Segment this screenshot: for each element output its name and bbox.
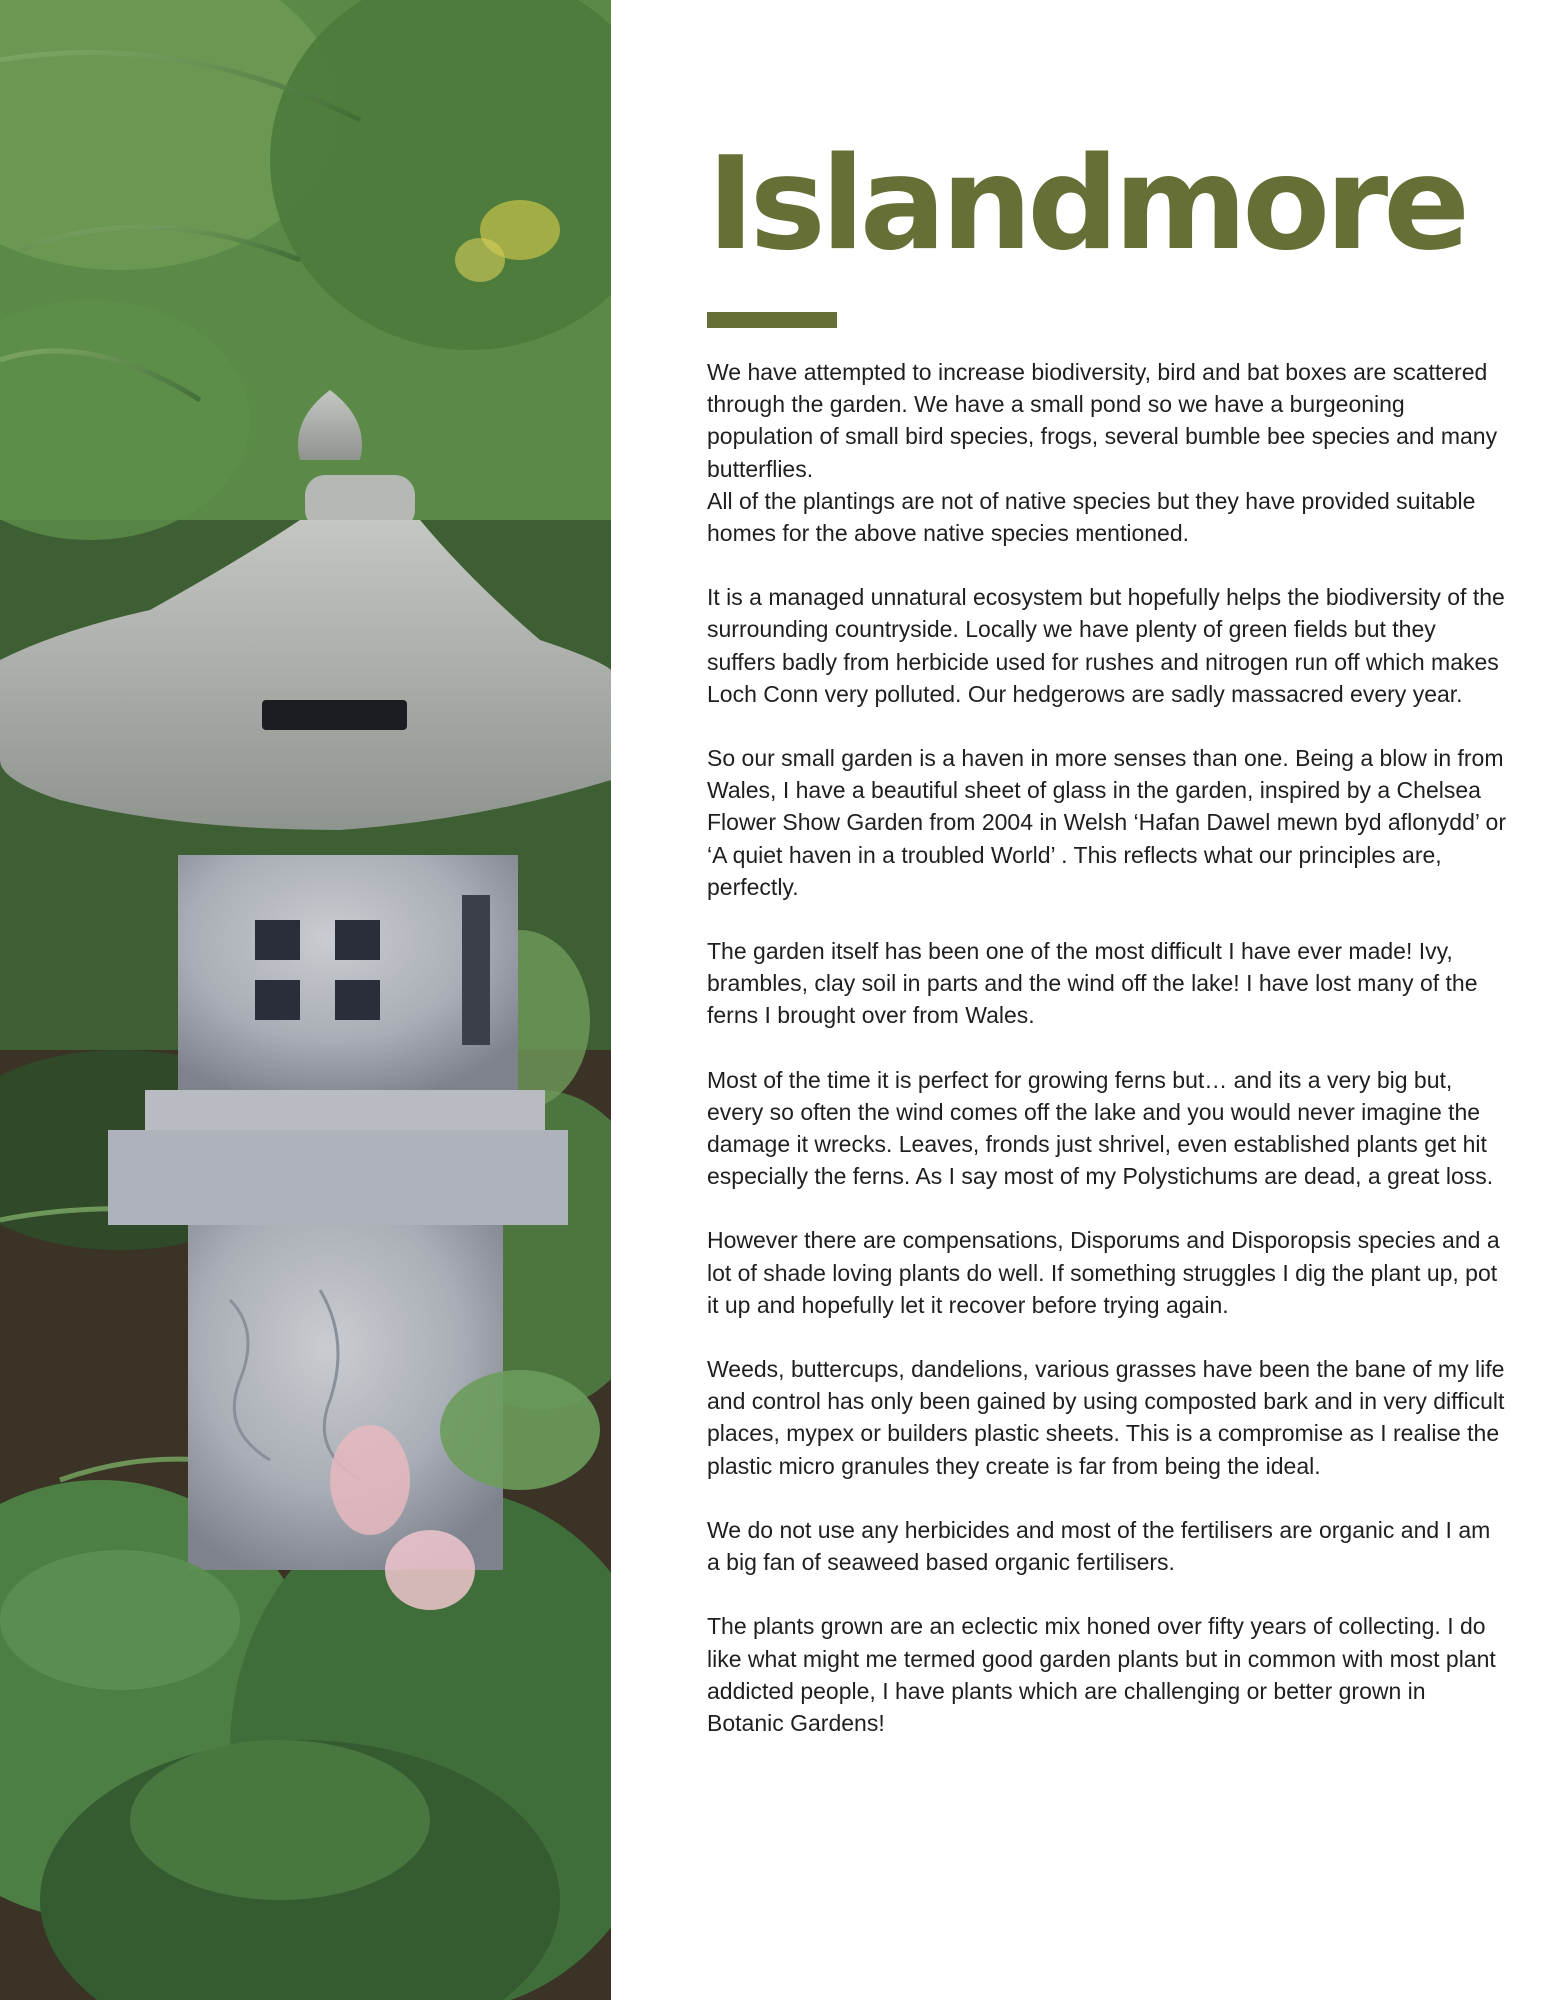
paragraph-7	[707, 1353, 1507, 1482]
paragraph-text: Most of the time it is perfect for growing ferns but… and its a very big but, every so often the wind comes off the lake and you would never imagine the damage it wrecks. Leaves, fronds just shrivel, even established plants get hit especially the ferns. As I say most of my Polystichums are dead, a great loss.	[707, 1066, 1494, 1190]
paragraph-text: It is a managed unnatural ecosystem but hopefully helps the biodiversity of the surrounding countryside. Locally we have plenty of green fields but they suffers badly from herbicide used for rushes and nitrogen run off which makes Loch Conn very polluted. Our hedgerows are sadly massacred every year.	[707, 584, 1505, 707]
paragraph-1	[707, 356, 1507, 549]
paragraph-4	[707, 935, 1507, 1032]
paragraph-text: The plants grown are an eclectic mix honed over fifty years of collecting. I do like what might me termed good garden plants but in common with most plant addicted people, I have plants which are challenging or better grown in Botanic Gardens!	[707, 1613, 1496, 1736]
stone-lantern-illustration	[0, 0, 611, 2000]
paragraph-9	[707, 1610, 1507, 1739]
paragraph-3	[707, 742, 1507, 903]
paragraph-text: The garden itself has been one of the most difficult I have ever made! Ivy, brambles, clay soil in parts and the wind off the lake! I have lost many of the ferns I brought over from Wales.	[707, 938, 1478, 1029]
paragraph-text: We do not use any herbicides and most of the fertilisers are organic and I am a big fan of seaweed based organic fertilisers.	[707, 1516, 1491, 1576]
paragraph-text: Weeds, buttercups, dandelions, various grasses have been the bane of my life and control has only been gained by using composted bark and in very difficult places, mypex or builders plastic sheets. This is a compromise as I realise the plastic micro granules they create is far from being the ideal.	[707, 1356, 1505, 1479]
article-body	[707, 356, 1507, 1739]
page-title: Islandmore	[707, 130, 1466, 279]
paragraph-text: However there are compensations, Disporums and Disporopsis species and a lot of shade loving plants do well. If something struggles I dig the plant up, pot it up and hopefully let it recover before trying again.	[707, 1227, 1500, 1318]
paragraph-text: So our small garden is a haven in more senses than one. Being a blow in from Wales, I have a beautiful sheet of glass in the garden, inspired by a Chelsea Flower Show Garden from 2004 in Welsh ‘Hafan Dawel mewn byd aflonydd’ or ‘A quiet haven in a troubled World’ . This reflects what our principles are, perfectly.	[707, 745, 1506, 900]
article	[707, 130, 1507, 1771]
paragraph-5	[707, 1064, 1507, 1193]
title-underline	[707, 312, 837, 328]
garden-photo	[0, 0, 611, 2000]
paragraph-8	[707, 1514, 1507, 1578]
paragraph-text: All of the plantings are not of native species but they have provided suitable homes for the above native species mentioned.	[707, 487, 1476, 547]
paragraph-text: We have attempted to increase biodiversity, bird and bat boxes are scattered through the garden. We have a small pond so we have a burgeoning population of small bird species, frogs, several bumble bee species and many butterflies.	[707, 359, 1498, 482]
paragraph-2	[707, 581, 1507, 710]
paragraph-6	[707, 1224, 1507, 1321]
